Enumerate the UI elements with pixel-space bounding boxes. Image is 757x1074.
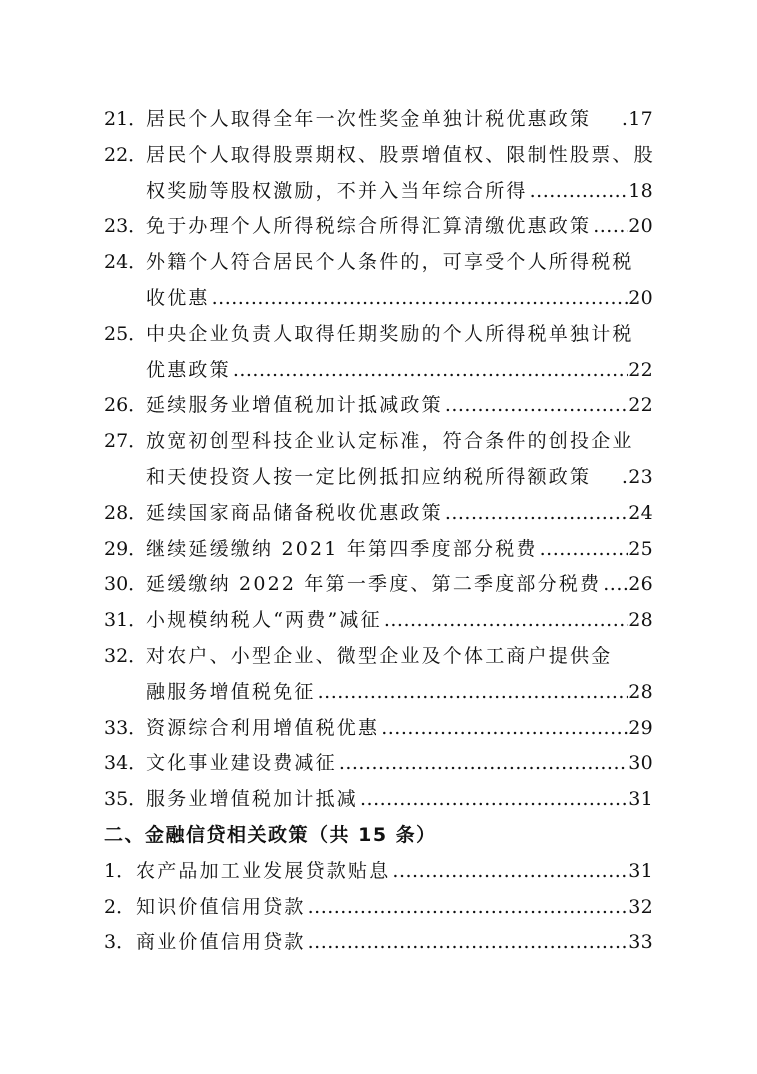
toc-entry-number: 3． bbox=[104, 931, 136, 954]
leader-dots bbox=[538, 532, 629, 568]
toc-entry-number: 34． bbox=[104, 752, 148, 775]
toc-entry-number: 30． bbox=[104, 573, 148, 596]
toc-entry-title: 和天使投资人按一定比例抵扣应纳税所得额政策 bbox=[146, 465, 592, 488]
toc-entry-line bbox=[0, 102, 757, 138]
toc-entry-page-number[interactable]: 30 bbox=[628, 752, 653, 775]
leader-dots bbox=[591, 209, 628, 245]
toc-entry-title: 外籍个人符合居民个人条件的，可享受个人所得税税 bbox=[146, 251, 634, 274]
toc-entry-page-number[interactable]: .17 bbox=[621, 108, 653, 130]
toc-entry-line bbox=[0, 746, 757, 782]
toc-entry-line bbox=[0, 317, 757, 353]
toc-entry-number: 31． bbox=[104, 609, 148, 632]
toc-entry-title: 商业价值信用贷款 bbox=[136, 931, 306, 954]
toc-entry-title: 收优惠 bbox=[146, 286, 210, 309]
toc-entry-line bbox=[0, 890, 757, 926]
toc-entry-line bbox=[0, 532, 757, 568]
toc-entry-page-number[interactable]: 22 bbox=[628, 358, 653, 381]
leader-dots bbox=[337, 746, 628, 782]
toc-entry-page-number[interactable]: 31 bbox=[628, 859, 653, 882]
toc-entry-title: 免于办理个人所得税综合所得汇算清缴优惠政策 bbox=[146, 215, 592, 238]
leader-dots bbox=[358, 782, 628, 818]
toc-entry-title: 居民个人取得股票期权、股票增值权、限制性股票、股 bbox=[146, 143, 655, 166]
leader-dots bbox=[601, 567, 628, 603]
toc-entry-number: 35． bbox=[104, 788, 148, 811]
toc-entry-title: 中央企业负责人取得任期奖励的个人所得税单独计税 bbox=[146, 322, 634, 345]
leader-dots bbox=[382, 603, 628, 639]
leader-dots bbox=[316, 675, 629, 711]
toc-entry-line bbox=[0, 496, 757, 532]
toc-entry-line bbox=[0, 675, 757, 711]
toc-entry-title: 融服务增值税免征 bbox=[146, 680, 316, 703]
toc-entry-line bbox=[0, 639, 757, 675]
leader-dots bbox=[379, 711, 628, 747]
toc-entry-page-number[interactable]: 20 bbox=[628, 215, 653, 238]
toc-entry-title: 小规模纳税人“两费”减征 bbox=[146, 609, 382, 632]
toc-entry-line bbox=[0, 460, 757, 496]
toc-entry-title: 文化事业建设费减征 bbox=[146, 752, 337, 775]
toc-entry-page-number[interactable]: 33 bbox=[628, 931, 653, 954]
toc-entry-title: 资源综合利用增值税优惠 bbox=[146, 716, 380, 739]
toc-entry-line bbox=[0, 281, 757, 317]
table-of-contents bbox=[0, 102, 757, 961]
toc-entry-line bbox=[0, 925, 757, 961]
leader-dots bbox=[443, 388, 628, 424]
toc-entry-page-number[interactable]: 28 bbox=[628, 680, 653, 703]
toc-entry-page-number[interactable]: 20 bbox=[628, 286, 653, 309]
toc-entry-title: 服务业增值税加计抵减 bbox=[146, 788, 359, 811]
toc-entry-title: 知识价值信用贷款 bbox=[136, 895, 306, 918]
toc-entry-page-number[interactable]: 18 bbox=[628, 179, 653, 202]
toc-entry-page-number[interactable]: 32 bbox=[628, 895, 653, 918]
toc-entry-page-number[interactable]: 29 bbox=[628, 716, 653, 739]
leader-dots bbox=[210, 281, 629, 317]
toc-entry-page-number[interactable]: 31 bbox=[628, 788, 653, 811]
leader-dots bbox=[306, 890, 629, 926]
toc-entry-number: 22． bbox=[104, 143, 148, 166]
toc-entry-page-number[interactable]: 28 bbox=[628, 609, 653, 632]
toc-entry-line bbox=[0, 711, 757, 747]
toc-entry-page-number[interactable]: 25 bbox=[628, 537, 653, 560]
toc-entry-number: 2． bbox=[104, 895, 136, 918]
toc-entry-number: 26． bbox=[104, 394, 148, 417]
toc-entry-number: 25． bbox=[104, 322, 148, 345]
toc-entry-line bbox=[0, 603, 757, 639]
toc-entry-line bbox=[0, 209, 757, 245]
toc-entry-page-number[interactable]: 26 bbox=[628, 573, 653, 596]
toc-entry-title: 居民个人取得全年一次性奖金单独计税优惠政策 bbox=[146, 108, 592, 130]
toc-entry-page-number[interactable]: .23 bbox=[621, 465, 653, 488]
toc-entry-title: 权奖励等股权激励，不并入当年综合所得 bbox=[146, 179, 528, 202]
leader-dots bbox=[231, 353, 628, 389]
toc-entry-number: 23． bbox=[104, 215, 148, 238]
toc-entry-title: 延续服务业增值税加计抵减政策 bbox=[146, 394, 443, 417]
toc-entry-line bbox=[0, 174, 757, 210]
toc-entry-line bbox=[0, 567, 757, 603]
toc-entry-number: 24． bbox=[104, 251, 148, 274]
toc-entry-title: 延续国家商品储备税收优惠政策 bbox=[146, 501, 443, 524]
toc-entry-line bbox=[0, 782, 757, 818]
section-heading: 二、金融信贷相关政策（共 15 条） bbox=[104, 823, 437, 846]
toc-entry-title: 继续延缓缴纳 2021 年第四季度部分税费 bbox=[146, 537, 538, 560]
toc-entry-line bbox=[0, 388, 757, 424]
toc-entry-line bbox=[0, 353, 757, 389]
leader-dots bbox=[390, 854, 628, 890]
toc-entry-line bbox=[0, 424, 757, 460]
leader-dots bbox=[528, 174, 629, 210]
section-heading-row bbox=[0, 818, 757, 854]
toc-entry-title: 放宽初创型科技企业认定标准，符合条件的创投企业 bbox=[146, 430, 634, 453]
leader-dots bbox=[306, 925, 629, 961]
toc-entry-number: 27． bbox=[104, 430, 148, 453]
toc-entry-line bbox=[0, 854, 757, 890]
leader-dots bbox=[443, 496, 628, 532]
toc-entry-line bbox=[0, 245, 757, 281]
toc-entry-line bbox=[0, 138, 757, 174]
toc-entry-title: 优惠政策 bbox=[146, 358, 231, 381]
toc-entry-title: 对农户、小型企业、微型企业及个体工商户提供金 bbox=[146, 644, 613, 667]
toc-entry-number: 28． bbox=[104, 501, 148, 524]
toc-entry-page-number[interactable]: 24 bbox=[628, 501, 653, 524]
toc-entry-title: 延缓缴纳 2022 年第一季度、第二季度部分税费 bbox=[146, 573, 602, 596]
toc-entry-number: 32． bbox=[104, 644, 148, 667]
toc-entry-number: 1． bbox=[104, 859, 136, 882]
toc-entry-number: 29． bbox=[104, 537, 148, 560]
toc-entry-title: 农产品加工业发展贷款贴息 bbox=[136, 859, 391, 882]
toc-entry-page-number[interactable]: 22 bbox=[628, 394, 653, 417]
toc-entry-number: 21． bbox=[104, 108, 148, 130]
toc-entry-number: 33． bbox=[104, 716, 148, 739]
